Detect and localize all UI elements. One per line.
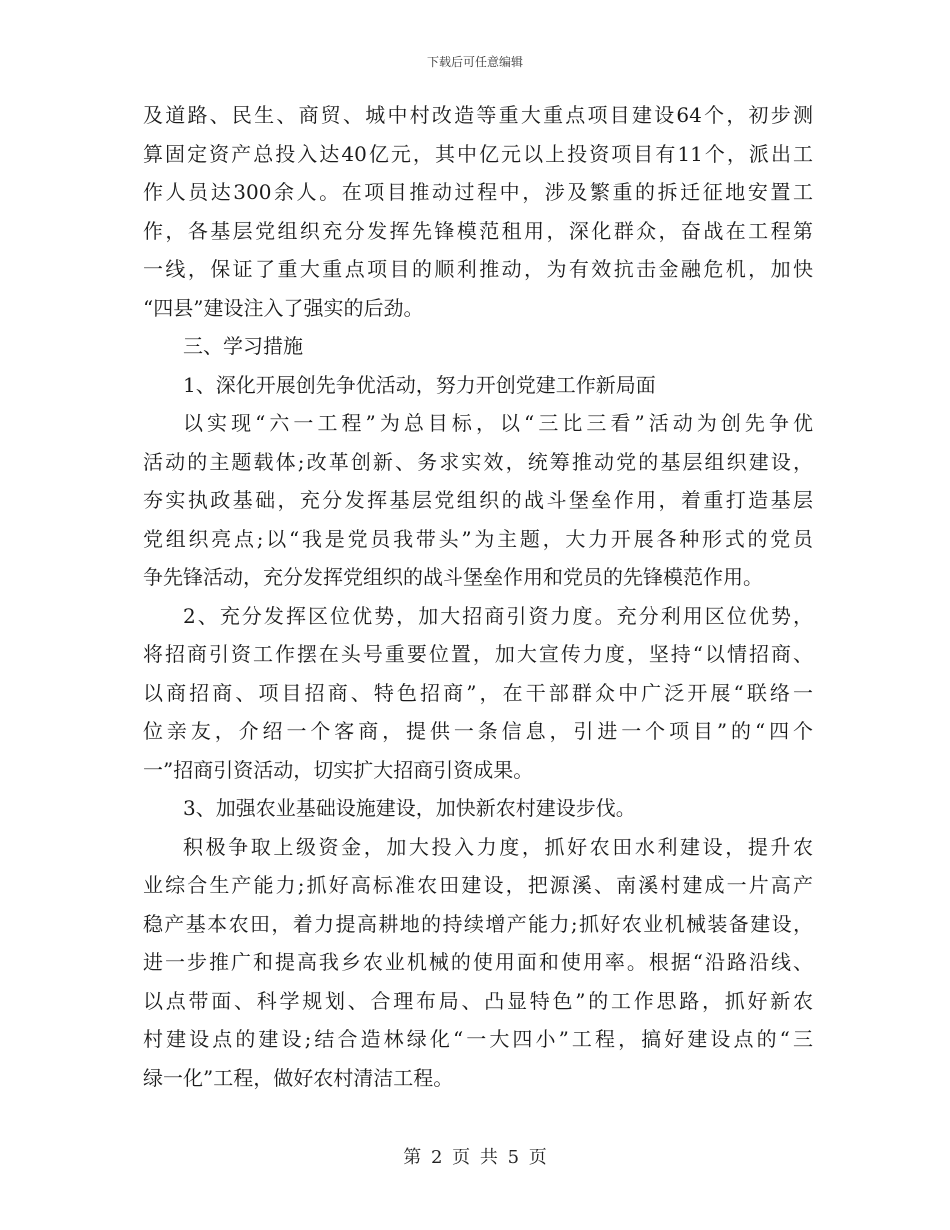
text-line: 进一步推广和提高我乡农业机械的使用面和使用率。根据“沿路沿线、 bbox=[143, 950, 813, 974]
text-line: 2、充分发挥区位优势，加大招商引资力度。充分利用区位优势， bbox=[183, 603, 813, 628]
text-line: 一”招商引资活动，切实扩大招商引资成果。 bbox=[143, 757, 534, 782]
text-line: “四县”建设注入了强实的后劲。 bbox=[143, 295, 424, 320]
page-header: 下载后可任意编辑 bbox=[426, 55, 523, 69]
text-line: 三、学习措施 bbox=[183, 334, 303, 358]
text-line: 将招商引资工作摆在头号重要位置，加大宣传力度，坚持“以情招商、 bbox=[143, 642, 813, 666]
text-line: 以商招商、项目招商、特色招商”，在干部群众中广泛开展“联络一 bbox=[143, 680, 813, 705]
text-line: 1、深化开展创先争优活动，努力开创党建工作新局面 bbox=[183, 372, 656, 397]
text-line: 一线，保证了重大重点项目的顺利推动，为有效抗击金融危机，加快 bbox=[143, 257, 813, 281]
text-line: 作，各基层党组织充分发挥先锋模范租用，深化群众，奋战在工程第 bbox=[143, 218, 813, 243]
text-line: 村建设点的建设;结合造林绿化“一大四小”工程，搞好建设点的“三 bbox=[143, 1027, 813, 1051]
text-line: 夯实执政基础，充分发挥基层党组织的战斗堡垒作用，着重打造基层 bbox=[143, 488, 813, 512]
text-line: 党组织亮点;以“我是党员我带头”为主题，大力开展各种形式的党员 bbox=[143, 526, 813, 551]
text-line: 及道路、民生、商贸、城中村改造等重大重点项目建设64个，初步测 bbox=[143, 103, 813, 127]
page-number-footer: 第 2 页 共 5 页 bbox=[403, 1147, 547, 1168]
text-line: 位亲友，介绍一个客商，提供一条信息，引进一个项目”的“四个 bbox=[143, 719, 813, 743]
text-line: 3、加强农业基础设施建设，加快新农村建设步伐。 bbox=[183, 796, 636, 820]
text-line: 业综合生产能力;抓好高标准农田建设，把源溪、南溪村建成一片高产 bbox=[143, 873, 813, 897]
text-line: 作人员达300余人。在项目推动过程中，涉及繁重的拆迁征地安置工 bbox=[143, 180, 813, 204]
text-line: 绿一化”工程，做好农村清洁工程。 bbox=[143, 1065, 454, 1090]
text-line: 积极争取上级资金，加大投入力度，抓好农田水利建设，提升农 bbox=[183, 834, 813, 859]
text-line: 以实现“六一工程”为总目标，以“三比三看”活动为创先争优 bbox=[183, 411, 813, 435]
text-line: 活动的主题载体;改革创新、务求实效，统筹推动党的基层组织建设， bbox=[143, 449, 813, 474]
text-line: 以点带面、科学规划、合理布局、凸显特色”的工作思路，抓好新农 bbox=[143, 988, 813, 1013]
text-line: 算固定资产总投入达40亿元，其中亿元以上投资项目有11个，派出工 bbox=[143, 141, 813, 166]
text-line: 争先锋活动，充分发挥党组织的战斗堡垒作用和党员的先锋模范作用。 bbox=[143, 565, 763, 589]
text-line: 稳产基本农田，着力提高耕地的持续增产能力;抓好农业机械装备建设， bbox=[143, 911, 813, 936]
document-body bbox=[143, 96, 813, 1097]
